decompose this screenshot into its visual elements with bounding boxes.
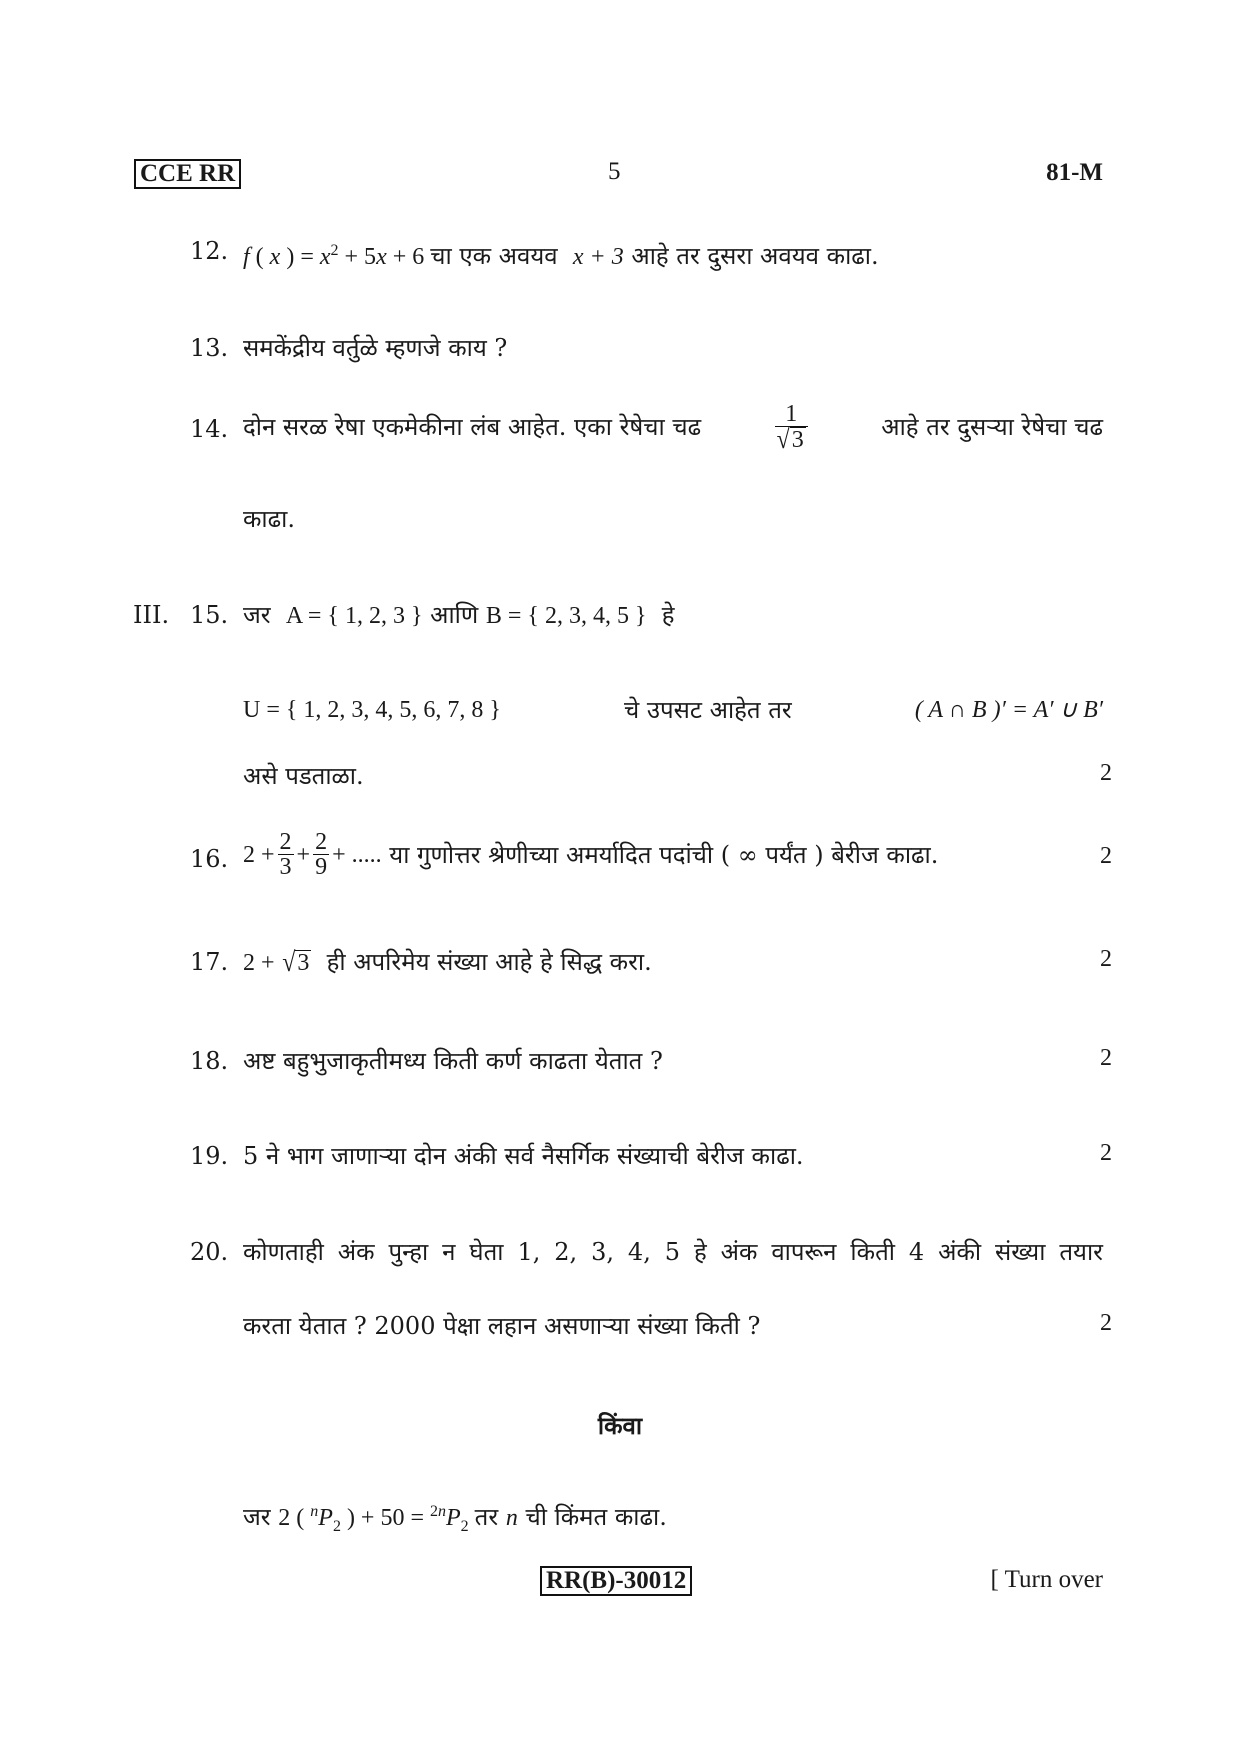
question-15: III. 15. जर A = { 1, 2, 3 } आणि B = { 2, 3, 4, 5 } हे [133,601,675,629]
question-number: 13. [190,334,229,362]
marks: 2 [1100,1045,1112,1071]
marks: 2 [1100,946,1112,972]
de-morgan-identity: ( A ∩ B )′ = A′ ∪ B′ [914,697,1103,723]
question-text: अष्ट बहुभुजाकृतीमध्य किती कर्ण काढता येतात ? [243,1047,663,1075]
footer-code: RR(B)-30012 [540,1566,692,1596]
or-separator: किंवा [597,1411,643,1440]
paper-code-right: 81-M [1046,159,1103,186]
question-text: कोणताही अंक पुन्हा न घेता 1, 2, 3, 4, 5 हे अंक वापरून किती 4 अंकी संख्या तयार [243,1238,1103,1266]
question-16: 16. 2 + $\frac{2}{3}$ + $\frac{2}{9}$ + ..... या गुणोत्तर श्रेणीच्या अमर्यादित पदांची ( ∞ पर्यंत ) बेरीज काढा. [190,829,939,880]
set-b: B = { 2, 3, 4, 5 } [485,603,647,629]
question-18 [0,1045,1240,1081]
function-expression: f [243,244,250,270]
question-number: 14. [190,415,229,443]
question-text: समकेंद्रीय वर्तुळे म्हणजे काय ? [243,334,508,362]
paper-code-left: CCE RR [134,159,241,189]
question-number: 17. [190,948,229,976]
question-text: या गुणोत्तर श्रेणीच्या अमर्यादित पदांची ( ∞ पर्यंत ) बेरीज काढा. [389,840,939,869]
set-a: A = { 1, 2, 3 } [285,603,423,629]
question-15-line3: असे पडताळा. [243,762,364,790]
question-13 [0,332,1240,368]
marks: 2 [1100,843,1112,869]
fraction-term: $\frac{2}{9}$ [315,829,328,880]
alternative-question: जर 2 ( $^nP_2$ ) + $50 = ^{2n}P_2$ तर n ची किंमत काढा. [243,1503,667,1535]
question-17: 17. 2 + √3 ही अपरिमेय संख्या आहे हे सिद्ध करा. [190,948,652,978]
section-label: III. [133,601,170,629]
marks: 2 [1100,1140,1112,1166]
question-20 [0,1236,1240,1272]
question-number: 15. [190,601,229,629]
question-text: चा एक अवयव [430,242,558,270]
slope-fraction: $\frac{1}{√3}$ [775,402,808,452]
fraction-term: $\frac{2}{3}$ [279,829,292,880]
question-19 [0,1140,1240,1176]
marks: 2 [1100,760,1112,786]
question-14-line2: काढा. [243,505,296,533]
question-number: 19. [190,1142,229,1170]
question-text: दोन सरळ रेषा एकमेकीना लंब आहेत. एका रेषेचा चढ [243,413,702,441]
question-text-end: आहे तर दुसरा अवयव काढा. [631,242,879,270]
marks: 2 [1100,1310,1112,1336]
question-15-line2: U = { 1, 2, 3, 4, 5, 6, 7, 8 } चे उपसट आहेत तर ( A ∩ B )′ = A′ ∪ B′ [243,696,1103,724]
universal-set: U = { 1, 2, 3, 4, 5, 6, 7, 8 } [243,697,501,723]
question-20-line2: करता येतात ? 2000 पेक्षा लहान असणाऱ्या संख्या किती ? [243,1312,761,1340]
square-root: √3 [282,948,310,978]
question-text: ही अपरिमेय संख्या आहे हे सिद्ध करा. [326,948,652,976]
question-text: 5 ने भाग जाणाऱ्या दोन अंकी सर्व नैसर्गिक संख्याची बेरीज काढा. [243,1142,804,1170]
page-number: 5 [608,158,621,185]
question-12: 12. f ( x ) = $x^2 + 5x + 6$ चा एक अवयव x + 3 आहे तर दुसरा अवयव काढा. [190,237,879,270]
turn-over-note: [ Turn over [990,1566,1103,1593]
question-14 [0,402,1240,462]
question-number: 12. [190,237,229,265]
permutation-equation: 2 ( $^nP_2$ ) + $50 = ^{2n}P_2$ [278,1503,469,1535]
question-text-2: आहे तर दुसऱ्या रेषेचा चढ [881,413,1103,441]
question-number: 20. [190,1238,229,1266]
question-number: 18. [190,1047,229,1075]
given-factor: x + 3 [572,244,624,270]
question-number: 16. [190,845,229,873]
